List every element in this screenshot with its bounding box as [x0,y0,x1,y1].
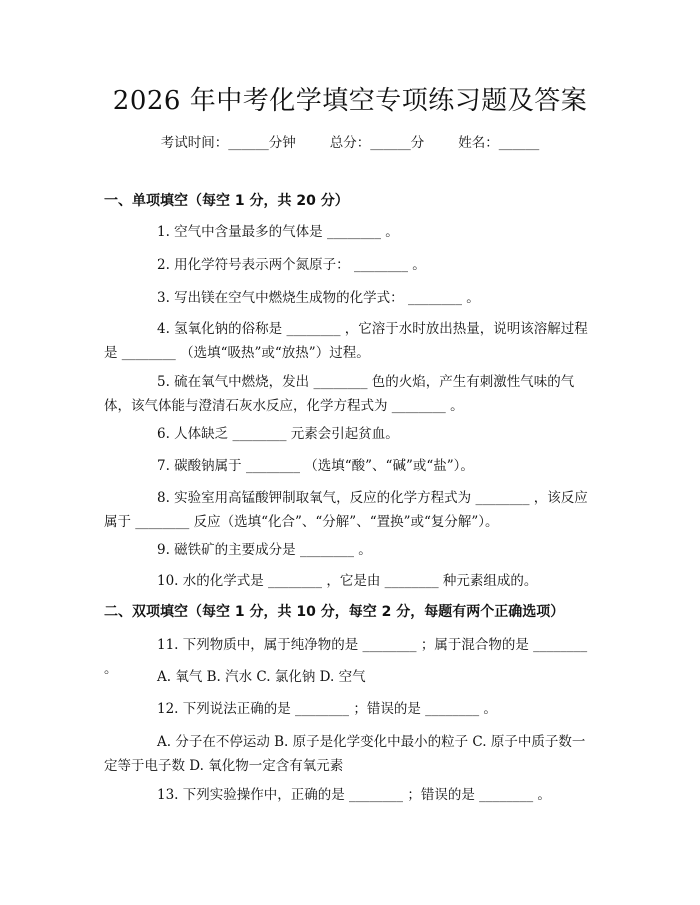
section-heading-single: 一、单项填空（每空 1 分，共 20 分） [104,193,349,209]
question-1: 1. 空气中含量最多的气体是 ________ 。 [157,224,399,240]
question-7: 7. 碳酸钠属于 ________ （选填“酸”、“碱”或“盐”）。 [157,458,474,474]
question-10: 10. 水的化学式是 ________ ，它是由 ________ 种元素组成的。 [157,573,538,589]
question-8: 8. 实验室用高锰酸钾制取氧气，反应的化学方程式为 ________ ，该反应属于 ________ 反应（选填“化合”、“分解”、“置换”或“复分解”）。 [104,490,588,530]
question-12-options: A. 分子在不停运动 B. 原子是化学变化中最小的粒子 C. 原子中质子数一定等于电子数 D. 氧化物一定含有氧元素 [104,734,586,774]
question-3: 3. 写出镁在空气中燃烧生成物的化学式： ________ 。 [157,290,480,306]
question-4: 4. 氢氧化钠的俗称是 ________ ，它溶于水时放出热量，说明该溶解过程是 ________ （选填“吸热”或“放热”）过程。 [104,321,588,361]
question-5: 5. 硫在氧气中燃烧，发出 ________ 色的火焰，产生有刺激性气味的气体，该气体能与澄清石灰水反应，化学方程式为 ________ 。 [104,374,575,414]
question-11-options: A. 氧气 B. 汽水 C. 氯化钠 D. 空气 [157,669,366,685]
question-9: 9. 磁铁矿的主要成分是 ________ 。 [157,542,372,558]
student-name: 姓名：______ [458,135,540,151]
section-heading-double: 二、双项填空（每空 1 分，共 10 分，每空 2 分，每题有两个正确选项） [104,604,565,620]
question-12: 12. 下列说法正确的是 ________ ；错误的是 ________ 。 [157,701,497,717]
question-6: 6. 人体缺乏 ________ 元素会引起贫血。 [157,426,399,442]
question-11: 11. 下列物质中，属于纯净物的是 ________ ；属于混合物的是 ________ 。 [104,637,588,677]
question-2: 2. 用化学符号表示两个氮原子： ________ 。 [157,257,426,273]
question-13: 13. 下列实验操作中，正确的是 ________ ；错误的是 ________ 。 [157,787,551,803]
exam-meta [0,131,700,151]
total-score: 总分：______分 [329,135,425,151]
page-title: 2026 年中考化学填空专项练习题及答案 [112,86,588,116]
exam-time: 考试时间：______分钟 [160,135,296,151]
